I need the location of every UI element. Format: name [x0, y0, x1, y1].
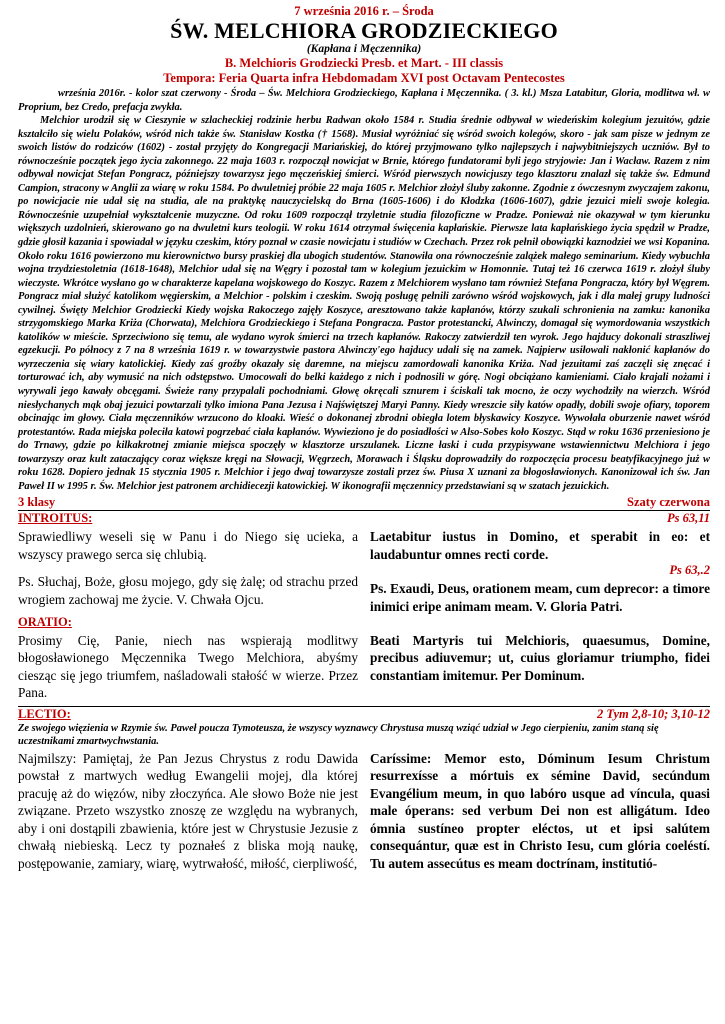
biography — [18, 87, 710, 493]
introitus-label: INTROITUS: — [18, 511, 93, 526]
subtitle: (Kapłana i Męczennika) — [306, 43, 422, 55]
introitus-ref: Ps 63,11 — [666, 511, 710, 526]
lectio-label: LECTIO: — [18, 706, 71, 721]
bio-text: Melchior urodził się w Cieszynie w szlacheckiej rodzinie herbu Radwan około 1584 r. Studia średnie odbywał w wiedeńskim kolegium jezuitów, gdzie kształciło się wielu Polaków, wśród nich także św. Stanisław Kostka († 1568). Musiał wyróżniać się wśród swoich kolegów, skoro - jak sam pisze w jednym ze swoich listów do rodziców (1602) - został przyjęty do Kongregacji Mariańskiej, do której przyjmowano tylko najlepszych i najwybitniejszych uczniów. Był to równocześnie początek jego życia zakonnego. 22 maja 1603 r. rozpoczął nowicjat w Brnie, którego fundatorami byli jego stryjowie: Jan i Wacław. Razem z nim odbywał nowicjat Stefan Pongracz, późniejszy towarzysz jego męczeńskiej śmierci. Wśród pierwszych nowicjuszy tego klasztoru znalazł się także św. Edmund Campion, stracony w Anglii za wiarę w roku 1584. Po dwuletniej próbie 22 maja 1605 r. Melchior złożył śluby zakonne. Zgodnie z ówczesnym zwyczajem zakonu, po nowicjacie nie udał się na studia, ale na praktykę nauczycielską do Brna (1605-1606) i do Kłodzka (1606-1607), gdzie jezuici mieli swoje kolegia. Równocześnie uzupełniał wykształcenie muzyczne. Od roku 1609 rozpoczął trzyletnie studia filozoficzne w Pradze. Ponieważ nie okazywał w tym kierunku większych uzdolnień, skierowano go na dwuletni kurs teologii. W roku 1614 otrzymał święcenia kapłańskie. Pierwsze lata kapłańskiego życia spędził w Pradze, gdzie głosił kazania i spowiadał w języku czeskim, który poznał w czasie nowicjatu i studiów w Czechach. Przez rok pełnił obowiązki kaznodziei we wsi Kopanina. Około roku 1616 powierzono mu kierownictwo bursy praskiej dla ubogich studentów. Stanowiła ona równocześnie zalążek małego seminarium. Kiedy wybuchła wojna trzydziestoletnia (1618-1648), Melchior udał się na Węgry i pozostał tam w kolegium jezuickim w Homonnie. Tutaj też 16 czerwca 1619 r. złożył śluby wieczyste. Wkrótce wysłano go w charakterze kapelana wojskowego do Koszyc. Razem z Melchiorem wysłano tam również Stefana Pongracza, który był Węgrem. Pongracz miał służyć katolikom węgierskim, a Melchior - polskim i czeskim. Swoją posługę pełnili zarówno wśród wojskowych, jak i dla małej grupy ludności cywilnej. Święty Melchior Grodziecki Kiedy wojska Rakoczego zajęły Koszyce, aresztowano także kapłanów, którzy szukali schronienia na zamku: kanonika strzygomskiego Marka Kriża (Chorwata), Melchiora Grodzieckiego i Stefana Pongracza. Pastor protestancki, Alwinczy, domagał się wymordowania wszystkich katolików w mieście. Sprzeciwiono się temu, ale wydano wyrok śmierci na trzech kapłanów. Rakoczy zatwierdził ten wyrok. Jego hajducy dokonali straszliwej egzekucji. Po północy z 7 na 8 września 1619 r. w towarzystwie pastora Alwinczy'ego hajducy udali się na zamek. Najpierw usiłowali nakłonić kapłanów do wyrzeczenia się wiary katolickiej. Kiedy zaś groźby okazały się daremne, na miejscu zamordowali kanonika Kriża. Nad jezuitami zaś zaczęli się znęcać i torturować ich, aby wymusić na nich odstępstwo. Umocowali do belki każdego z nich i podnosili w górę. Nogi obciążano kamieniami. Ciało krajali nożami i wyrywali jego kawały obcęgami. Świeże rany przypalali pochodniami. Głowę okręcali sznurem i ściskali tak mocno, że oczy wychodziły na wierzch. Wśród niesłychanych mąk obaj jezuici powtarzali tylko imiona Pana Jezusa i Najświętszej Maryi Panny. Kiedy wreszcie siły katów opadły, dobili swoje ofiary, toporem obcinając im głowy. Ciała męczenników wrzucono do kloaki. Wieść o dokonanej zbrodni obiegła lotem błyskawicy Koszyce. Wywołała oburzenie nawet wśród protestantów. Rada miejska poleciła katowi pogrzebać ciała kapłanów. Wywieziono je do posiadłości w Also-Sobes koło Koszyc. Stąd w roku 1636 przeniesiono je do Trnawy, gdzie po kilkakrotnej zmianie miejsca spoczęły w klasztorze urszulanek. Liczne łaski i cuda przypisywane wstawiennictwu Melchiora i jego towarzyszy oraz kult zataczający coraz większe kręgi na Słowacji, Węgrzech, Morawach i Śląsku doprowadziły do rozpoczęcia procesu beatyfikacyjnego już w roku 1628. Dopiero jednak 15 stycznia 1905 r. Melchior i jego dwaj towarzysze zostali przez św. Piusa X uznani za błogosławionych. Kanonizował ich św. Jan Paweł II w 1995 r. Św. Melchior jest patronem archidiecezji katowickiej. W ikonografii męczennicy przedstawiani są w szatach jezuickich. — [18, 115, 710, 492]
oratio-label: ORATIO: — [18, 615, 72, 630]
lectio-ref: 2 Tym 2,8-10; 3,10-12 — [596, 706, 710, 721]
oratio-columns — [18, 615, 710, 702]
class-line — [18, 495, 710, 510]
polish-column — [18, 615, 358, 702]
lectio-summary: Ze swojego więzienia w Rzymie św. Paweł poucza Tymoteusza, że wszyscy wyznawcy Chrystusa muszą wziąć udział w Jego cierpieniu, zanim staną się uczestnikami zmartwychwstania. — [18, 722, 659, 747]
lectio-pl: Najmilszy: Pamiętaj, że Pan Jezus Chrystus z rodu Dawida powstał z martwych według Ewangelii mojej, dla której pracuję aż do więzów, niby złoczyńca. Ale słowo Boże nie jest związane. Przeto wszystko znoszę ze względu na wybranych, aby i oni dostąpili zbawienia, które jest w Chrystusie Jezusie z chwałą niebieską. Lecz ty poznałeś z bliska moją naukę, postępowanie, zamiary, wiarę, wytrwałość, miłość, cierpliwość, — [18, 751, 358, 871]
tempora-line: Tempora: Feria Quarta infra Hebdomadam XVI post Octavam Pentecostes — [163, 71, 565, 85]
latin-title: B. Melchioris Grodziecki Presb. et Mart. - III classis — [224, 56, 504, 70]
oratio-header — [18, 615, 358, 630]
vestment-color: Szaty czerwona — [627, 495, 710, 510]
polish-column — [18, 748, 358, 872]
introitus-columns — [18, 526, 710, 615]
latin-column — [370, 615, 710, 702]
page-title: ŚW. MELCHIORA GRODZIECKIEGO — [170, 18, 558, 43]
lectio-header — [18, 706, 710, 722]
lectio-columns — [18, 748, 710, 872]
introitus-antiphon-la: Laetabitur iustus in Domino, et sperabit in eo: et laudabuntur omnes recti corde. — [370, 529, 710, 562]
introitus-psalm-la: Ps. Exaudi, Deus, orationem meam, cum deprecor: a timore inimici eripe animam meam. V. Gloria Patri. — [370, 581, 710, 614]
missal-page — [18, 0, 710, 872]
introitus-antiphon-pl: Sprawiedliwy weseli się w Panu i do Niego się ucieka, a wszyscy prawego serca się chlubią. — [18, 529, 358, 562]
polish-column — [18, 526, 358, 615]
introitus-psalm-pl: Ps. Słuchaj, Boże, głosu mojego, gdy się żalę; od strachu przed wrogiem zachowaj me życie. V. Chwała Ojcu. — [18, 574, 358, 607]
bio-rubric: września 2016r. - kolor szat czerwony - Środa – Św. Melchiora Grodzieckiego, Kapłana i Męczennika. ( 3. kl.) Msza Latabitur, Gloria, modlitwa wł. w Proprium, bez Credo, prefacja zwykła. — [18, 88, 710, 113]
introitus-psalm-ref: Ps 63,.2 — [669, 563, 710, 578]
oratio-pl: Prosimy Cię, Panie, niech nas wspierają modlitwy błogosławionego Męczennika Twego Melchiora, abyśmy ciesząc się jego triumfem, naśladowali stałość w wierze. Przez Pana. — [18, 633, 358, 701]
latin-column — [370, 526, 710, 615]
class-label: 3 klasy — [18, 495, 56, 510]
date-line: 7 września 2016 r. – Środa — [294, 4, 434, 18]
introitus-header — [18, 510, 710, 526]
lectio-la: Caríssime: Memor esto, Dóminum Iesum Christum resurrexísse a mórtuis ex sémine David, secúndum Evangélium meum, in quo labóro usque ad víncula, quasi male óperans: sed verbum Dei non est alligátum. Ideo ómnia sustíneo propter eléctos, ut et ipsi salútem consequántur, quæ est in Christo Iesu, cum glória coeléstí. Tu autem assecútus es meam doctrínam, institutió- — [370, 751, 710, 871]
oratio-la: Beati Martyris tui Melchioris, quaesumus, Domine, precibus adiuvemur; ut, cuius gloriamur triumpho, fidei constantiam imitemur. Per Dominum. — [370, 633, 710, 683]
latin-column — [370, 748, 710, 872]
